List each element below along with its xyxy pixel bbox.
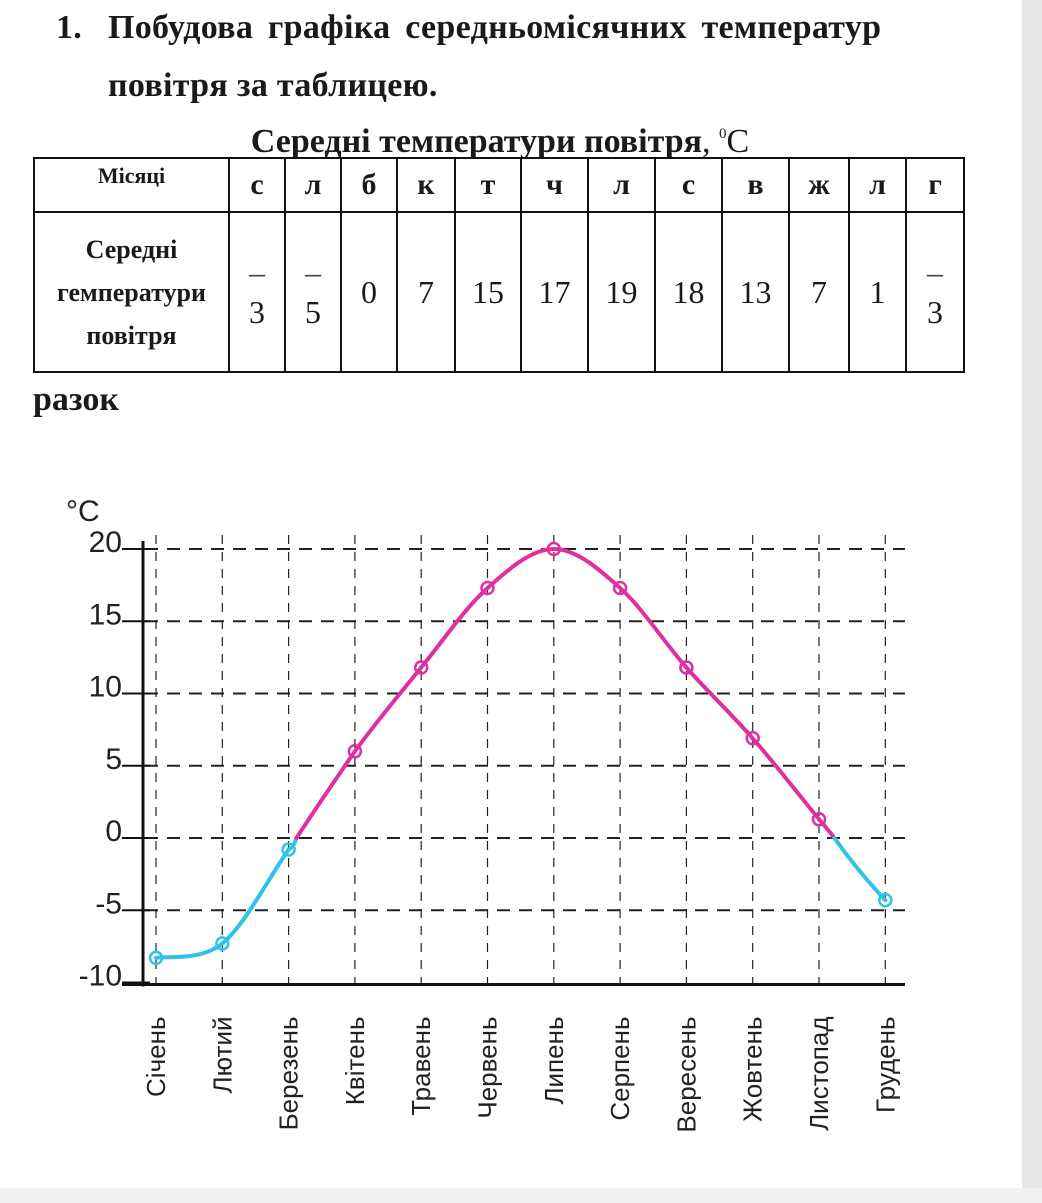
temperatures-header-line: гемператури [57, 277, 206, 307]
negative-value [927, 252, 943, 332]
negative-value [305, 252, 321, 332]
temperature-cell: 0 [341, 212, 397, 372]
temperature-cell: 18 [655, 212, 722, 372]
minus-sign: – [305, 254, 321, 290]
months-row [34, 158, 964, 212]
section-label: разок [33, 381, 119, 418]
series-line-segment [834, 838, 885, 900]
temperature-cell [906, 212, 964, 372]
series-line-segment [488, 549, 554, 588]
temperatures-header-line: повітря [86, 320, 177, 350]
chart-series [150, 543, 891, 964]
temperature-cell: 7 [397, 212, 455, 372]
temperature-cell: 17 [521, 212, 588, 372]
temperature-cell [229, 212, 285, 372]
series-line-segment [421, 588, 487, 667]
negative-value [249, 252, 265, 332]
series-line-segment [296, 751, 355, 838]
table-caption-separator: , [702, 123, 720, 160]
degree-sign: 0 [719, 126, 727, 142]
temperature-cell: 13 [722, 212, 789, 372]
month-cell: л [588, 158, 655, 212]
x-tick-label: Жовтень [737, 1016, 768, 1122]
x-tick-label: Березень [273, 1016, 304, 1131]
x-tick-label: Червень [472, 1016, 503, 1119]
x-tick-label: Лютий [207, 1016, 238, 1094]
series-line-segment [620, 588, 686, 667]
x-tick-label: Липень [538, 1016, 569, 1105]
temperature-cell: 15 [455, 212, 521, 372]
month-cell: л [849, 158, 906, 212]
chart-grid [145, 535, 905, 993]
month-cell: ч [521, 158, 588, 212]
series-line-segment [355, 667, 421, 751]
temperature-cell: 19 [588, 212, 655, 372]
x-tick-label: Січень [141, 1016, 171, 1097]
x-tick-label: Травень [406, 1016, 437, 1116]
month-cell: к [397, 158, 455, 212]
x-tick-label: Квітень [339, 1016, 370, 1106]
temperatures-header-line: Середні [85, 234, 178, 264]
month-cell: г [906, 158, 964, 212]
x-tick-label: Листопад [804, 1016, 834, 1131]
y-tick-label: 15 [88, 598, 122, 632]
page-right-margin [1022, 0, 1042, 1203]
x-tick-label: Вересень [671, 1016, 702, 1133]
month-cell: с [229, 158, 285, 212]
temperature-cell: 1 [849, 212, 906, 372]
month-cell: с [655, 158, 722, 212]
table-caption-title: Середні температури повітря [250, 123, 703, 160]
chart-axes [122, 541, 905, 987]
y-tick-label: 5 [105, 742, 122, 776]
minus-sign: – [249, 254, 265, 290]
month-cell: в [722, 158, 789, 212]
temperatures-row [34, 212, 964, 372]
task-number: 1. [56, 9, 83, 46]
month-cell: т [455, 158, 521, 212]
x-tick-label: Грудень [870, 1016, 901, 1113]
temperature-table [33, 157, 965, 373]
minus-sign: – [927, 254, 943, 290]
series-line-segment [686, 667, 752, 738]
y-tick-label: 0 [105, 815, 122, 848]
task-title-line-1: Побудова графіка середньомісячних температур [108, 9, 882, 46]
y-tick-label: -10 [78, 959, 122, 993]
value-digits: 5 [305, 294, 321, 330]
month-cell: б [341, 158, 397, 212]
series-line-segment [222, 850, 288, 944]
series-line-segment [156, 943, 222, 957]
temperature-chart [0, 470, 1000, 1180]
series-line-segment [554, 549, 620, 588]
x-tick-label: Серпень [605, 1016, 636, 1121]
y-tick-label: 20 [88, 526, 122, 559]
page-bottom-margin [0, 1188, 1042, 1203]
table-caption-unit: С [726, 123, 750, 160]
month-cell: ж [789, 158, 849, 212]
temperature-cell: 7 [789, 212, 849, 372]
months-header: Місяці [34, 158, 229, 212]
y-axis-label: °C [66, 495, 100, 528]
series-line-segment [819, 819, 834, 838]
value-digits: 3 [927, 294, 943, 330]
table-caption [0, 114, 1000, 162]
temperatures-header [34, 212, 229, 372]
task-title-line-2: повітря за таблицею. [108, 67, 438, 104]
y-tick-label: 10 [88, 670, 122, 704]
value-digits: 3 [249, 294, 265, 330]
month-cell: л [285, 158, 341, 212]
temperature-cell [285, 212, 341, 372]
y-tick-label: -5 [95, 887, 122, 921]
series-line-segment [753, 738, 819, 819]
